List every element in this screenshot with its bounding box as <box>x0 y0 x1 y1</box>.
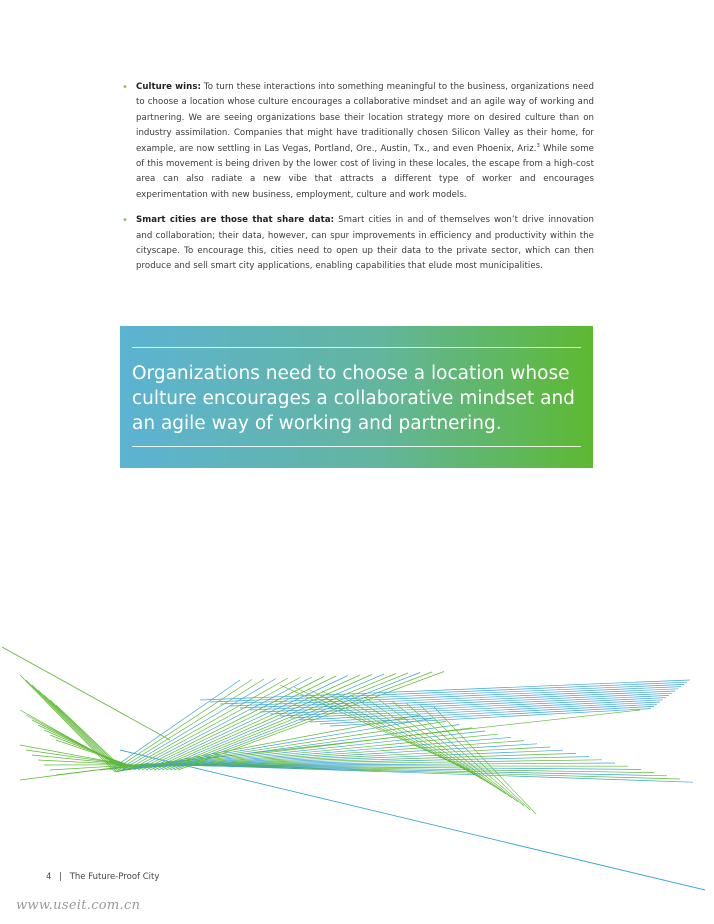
decor-line <box>2 647 170 740</box>
bullet-smart-cities <box>122 213 594 275</box>
pull-quote-text: Organizations need to choose a location whose culture encourages a collaborative mindset and an agile way of working and partnering. <box>132 363 575 434</box>
page-footer <box>46 872 159 882</box>
page-number: 4 <box>46 872 52 882</box>
watermark: www.useit.com.cn <box>16 898 141 913</box>
bullet-text: Smart cities in and of themselves won’t drive innovation and collaboration; their data, however, can spur improvements in efficiency and productivity within the cityscape. To encourage this, cities need to open up their data to the private sector, which can then produce and sell smart city applications, enabling capabilities that elude most municipalities. <box>136 215 594 272</box>
bullet-dot: • <box>122 215 128 227</box>
decor-line <box>114 680 252 771</box>
bullet-list <box>122 80 594 275</box>
decor-line <box>120 750 705 890</box>
footnote-ref: 3 <box>536 142 540 149</box>
decor-line <box>20 675 115 772</box>
bullet-lead: Smart cities are those that share data: <box>136 215 335 226</box>
footer-title: The Future-Proof City <box>69 872 160 882</box>
bullet-text: To turn these interactions into something meaningful to the business, organizations need to choose a location whose culture encourages a collaborative mindset and an agile way of working and partnering. We are seeing organizations base their location strategy more on desired culture than on industry assimilation. Companies that might have traditionally chosen Silicon Valley as their home, for example, are now settling in Las Vegas, Portland, Ore., Austin, Tx., and even Phoenix, Ariz. <box>136 82 594 154</box>
bullet-lead: Culture wins: <box>136 82 201 92</box>
decorative-line-graphic <box>0 620 714 900</box>
bullet-culture-wins <box>122 80 594 203</box>
bullet-text-cont: While some of this movement is being driven by the lower cost of living in these locales, the escape from a high-cost area can also radiate a new vibe that attracts a different type of worker and encourages experimentation with new business, employment, culture and work models. <box>136 143 594 200</box>
decor-line <box>20 764 147 780</box>
decor-line <box>32 720 129 768</box>
decor-line <box>378 699 512 798</box>
footer-separator: | <box>59 872 62 882</box>
decor-line <box>26 715 127 769</box>
pull-quote-rule-bottom <box>132 446 581 447</box>
bullet-dot: • <box>122 82 128 93</box>
pull-quote-rule-top <box>132 347 581 348</box>
pull-quote-box <box>120 326 593 468</box>
decor-line <box>364 697 506 794</box>
decor-line <box>178 672 444 771</box>
